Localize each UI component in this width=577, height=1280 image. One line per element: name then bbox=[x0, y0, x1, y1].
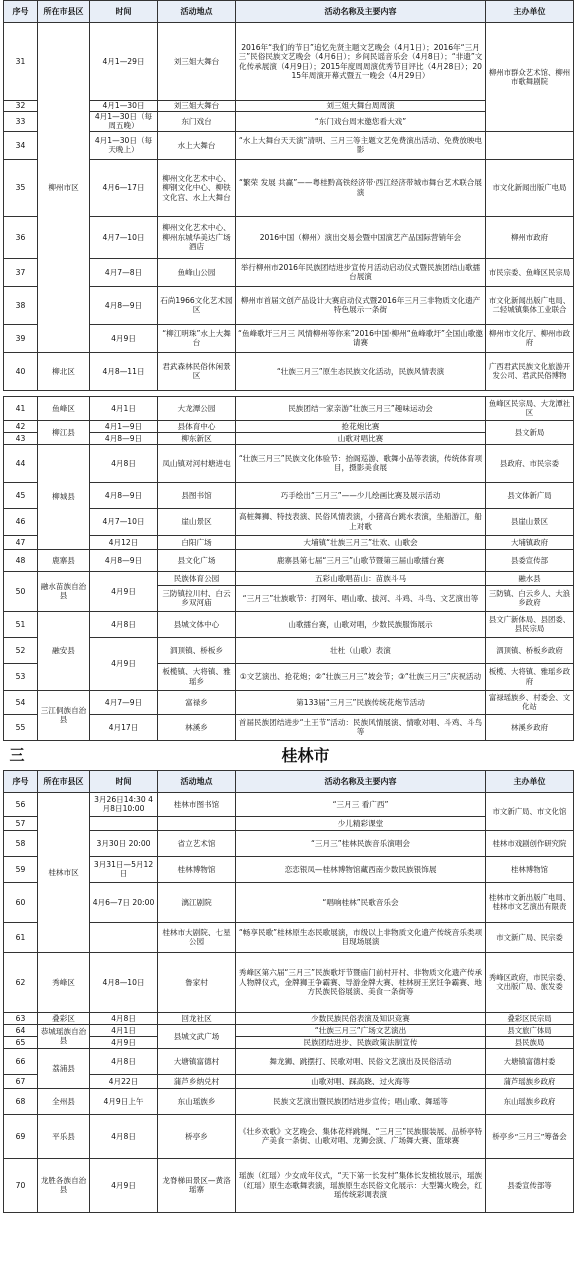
table-row: 70 龙胜各族自治县 4月9日 龙脊梯田景区—黄洛瑶寨 瑶族（红瑶）少女成年仪式，“天下第一长发村”集体长发梳妆展示，瑶族（红瑶）原生态歌舞表演，瑶族原生态民俗文化展示：大型篝火晚会，红瑶传统彩调表演 县委宣传部等 bbox=[4, 1158, 574, 1212]
table-row: 38 4月8—9日 石尚1966文化艺术园区 柳州市首届文创产品设计大赛启动仪式暨2016年三月三非物质文化遗产特色展示一条街 市文化新闻出版广电局、二轻城镇集体工业联合 bbox=[4, 286, 574, 324]
table-row: 46 4月7—10日 崖山景区 高桩舞狮、特技表演、民俗风情表演，小猪高台跳水表演，坐船游江，船上对歌 县崖山景区 bbox=[4, 508, 574, 535]
liuzhou-rows bbox=[4, 23, 574, 741]
table-row: 60 4月6—7日 20:00 漓江剧院 “唱响桂林”民歌音乐会 桂林市文新出版广电局、桂林市文艺演出有限责 bbox=[4, 882, 574, 922]
table-row: 40 柳北区 4月8—11日 君武森林民俗休闲景区 “壮族三月三”原生态民族文化活动，民族风情表演 广西君武民族文化旅游开发公司、君武民俗博物 bbox=[4, 352, 574, 390]
table-row: 65 4月9日 民族团结进步、民族政策法制宣传 县民族局 bbox=[4, 1036, 574, 1048]
city-cell: 柳州市区 bbox=[38, 23, 90, 353]
section-title: 桂林市 bbox=[38, 740, 574, 770]
table-row: 31 柳州市区 4月1—29日 刘三姐大舞台 2016年“我们的节日”追忆先贤主题文艺晚会（4月1日）；2016年“三月三”民俗民族文艺晚会（4月6日）；乡间民谣音乐会（4月8日）；“非遗”文化传承展演（4月9日）；2015年度周周演优秀节目评比（4月28日）；2015年周演开幕式暨五一晚会（4月29日） 柳州市群众艺术馆、柳州市歌舞剧院 bbox=[4, 23, 574, 101]
table-row: 33 4月1—30日（每周五晚） 东门戏台 “东门戏台周末邀您看大戏” bbox=[4, 112, 574, 132]
col-header-index: 序号 bbox=[4, 1, 38, 23]
table-row: 59 3月31日—5月12日 桂林博物馆 恋恋银凤—桂林博物馆藏西南少数民族银饰展 桂林博物馆 bbox=[4, 856, 574, 882]
table-row: 50 融水苗族自治县 4月9日 民族体育公园 五彩山歌唱苗山：苗族斗马 融水县 bbox=[4, 571, 574, 585]
table-row: 63 叠彩区 4月8日 回龙社区 少数民族民俗表演及知识竞赛 叠彩区民宗局 bbox=[4, 1012, 574, 1024]
table-row: 62 秀峰区 4月8—10日 鲁家村 秀峰区第六届“三月三”民族歌圩节暨庙门前村开村、非物质文化遗产传承人物牌仪式，金牌狮王争霸赛、导游金牌大赛、桂林厨王烹饪争霸赛、地方民族民俗展演、美食一条街等 秀峰区政府，市民宗委、文出版广局、旅发委 bbox=[4, 952, 574, 1012]
table-row: 44 柳城县 4月8日 凤山镇对河村塘进屯 “壮族三月三”民族文化体验节：抬阁巡游、歌舞小品等表演，传统体育项目，摄影美食展 县政府、市民宗委 bbox=[4, 444, 574, 482]
table-row: 47 4月12日 白阳广场 大埔镇“壮族三月三”壮欢、山歌会 大埔镇政府 bbox=[4, 535, 574, 549]
table-row: 39 4月9日 “柳江明珠”水上大舞台 “鱼峰歌圩三月三 风情柳州等你来”2016中国·柳州“鱼峰歌圩”全国山歌邀请赛 柳州市文化厅、柳州市政府 bbox=[4, 324, 574, 352]
section-heading bbox=[4, 740, 574, 770]
table-row: 54 三江侗族自治县 4月7—9日 富禄乡 第133届“三月三”民族传统花炮节活动 富禄瑶族乡、村委会、文化站 bbox=[4, 690, 574, 714]
activities-table bbox=[3, 0, 574, 1213]
col-header-venue: 活动地点 bbox=[158, 1, 236, 23]
table-row: 42 柳江县 4月1—9日 县体育中心 抢花炮比赛 县文新局 bbox=[4, 420, 574, 432]
table-row: 66 荔浦县 4月8日 大塘镇富德村 舞龙狮、跳摆打、民歌对唱、民俗文艺演出及民俗活动 大塘镇富德村委 bbox=[4, 1048, 574, 1074]
table-row: 三防镇拉川村、白云乡双河庙 “三月三”壮族歌节：打网年、唱山歌、拔河、斗鸡、斗鸟、文艺演出等 三防镇、白云乡人、大浪乡政府 bbox=[4, 585, 574, 611]
guilin-section: 三 桂林市 序号 所在市县区 时间 活动地点 活动名称及主要内容 主办单位 56 桂林市区 3月26日14:30 4月8日10:00 桂林市图书馆 “三月三 看广西” 市文新广局、市文化馆 57 少儿精彩课堂 58 3月30日 20:00 省立艺术馆 “三月三”桂林民族音乐演唱会 桂林市戏剧创作研究院 59 3月31日—5月12日 桂林博物馆 恋恋银凤—桂林博物馆藏西南少数民族银饰展 桂林博物馆 60 4月6—7日 20:00 漓江剧院 “唱响桂林”民歌音乐会 桂林市文新出版广电局、桂林市文艺演出有限责 61 桂林市大剧院、七星公园 “畅享民歌”桂林原生态民歌展演，市级以上非物质文化遗产传统音乐类项目现场展演 市文新广局、民宗委 62 秀峰区 4月8—10日 鲁家村 秀峰区第六届“三月三”民族歌圩节暨庙门前村开村、非物质文化遗产传承人物牌仪式，金牌狮王争霸赛、导游金牌大赛、桂林厨王烹饪争霸赛、地方民族民俗展演、美食一条街等 秀峰区政府，市民宗委、文出版广局、旅发委 63 叠彩区 4月8日 回龙社区 少数民族民俗表演及知识竞赛 叠彩区民宗局 64 恭城瑶族自治县 4月1日 县城文武广场 “壮族三月三”广场文艺演出 县文旅广体局 65 4月9日 民族团结进步、民族政策法制宣传 县民族局 66 荔浦县 4月8日 大塘镇富德村 舞龙狮、跳摆打、民歌对唱、民俗文艺演出及民俗活动 大塘镇富德村委 67 4月22日 蒲芦乡纳兑村 山歌对唱、踩高跷、过火海等 蒲芦瑶族乡政府 68 全州县 4月9日上午 东山瑶族乡 民族文艺演出暨民族团结进步宣传；唱山歌、舞瑶等 东山瑶族乡政府 69 平乐县 4月8日 桥亭乡 《壮乡欢歌》文艺晚会、集体花样跳绳、“三月三”民族服装展、品桥亭特产美食一条街、山歌对唱、龙狮会演、广场舞大赛、篮球赛 桥亭乡“三月三”筹备会 70 龙胜各族自治县 4月9日 龙脊梯田景区—黄洛瑶寨 瑶族（红瑶）少女成年仪式，“天下第一长发村”集体长发梳妆展示，瑶族（红瑶）原生态歌舞表演，瑶族原生态民俗文化展示：大型篝火晚会，红瑶传统彩调表演 县委宣传部等 bbox=[4, 740, 574, 1212]
section-number: 三 bbox=[4, 740, 38, 770]
col-header-city: 所在市县区 bbox=[38, 1, 90, 23]
table-row: 35 4月6—17日 柳州文化艺术中心、柳钢文化中心、柳铁文化宫、水上大舞台 “繁荣 发展 共赢”——粤桂黔高铁经济带·西江经济带城市舞台艺术联合展演 市文化新闻出版广电局 bbox=[4, 159, 574, 216]
table-row: 57 少儿精彩课堂 bbox=[4, 816, 574, 830]
table-row: 32 4月1—30日 刘三姐大舞台 刘三姐大舞台周周演 bbox=[4, 101, 574, 112]
table-row: 69 平乐县 4月8日 桥亭乡 《壮乡欢歌》文艺晚会、集体花样跳绳、“三月三”民族服装展、品桥亭特产美食一条街、山歌对唱、龙狮会演、广场舞大赛、篮球赛 桥亭乡“三月三”筹备会 bbox=[4, 1114, 574, 1158]
table-row: 51 融安县 4月8日 县城文体中心 山歌擂台赛，山歌对唱，少数民族服饰展示 县文广新体局、县团委、县民宗局 bbox=[4, 611, 574, 637]
table-row: 61 桂林市大剧院、七星公园 “畅享民歌”桂林原生态民歌展演，市级以上非物质文化遗产传统音乐类项目现场展演 市文新广局、民宗委 bbox=[4, 922, 574, 952]
table-row: 48 鹿寨县 4月8—9日 县文化广场 鹿寨县第七届“三月三”山歌节暨第三届山歌擂台赛 县委宣传部 bbox=[4, 549, 574, 571]
table-header bbox=[4, 1, 574, 23]
table-row: 58 3月30日 20:00 省立艺术馆 “三月三”桂林民族音乐演唱会 桂林市戏剧创作研究院 bbox=[4, 830, 574, 856]
table-row: 53 板榄镇、大将镇、雅瑶乡 ①文艺演出、抢花炮；②“壮族三月三”坡会节；③“壮族三月三”庆祝活动 板榄、大将镇、雅瑶乡政府 bbox=[4, 663, 574, 690]
table-row: 56 桂林市区 3月26日14:30 4月8日10:00 桂林市图书馆 “三月三 看广西” 市文新广局、市文化馆 bbox=[4, 792, 574, 816]
table-row: 67 4月22日 蒲芦乡纳兑村 山歌对唱、踩高跷、过火海等 蒲芦瑶族乡政府 bbox=[4, 1074, 574, 1088]
table-row: 45 4月8—9日 县图书馆 巧手绘出“三月三”——少儿绘画比赛及展示活动 县文体新广局 bbox=[4, 482, 574, 508]
col-header-time: 时间 bbox=[90, 1, 158, 23]
table-row: 52 4月9日 泗顶镇、桥板乡 壮杜（山歌）表演 泗顶镇、桥板乡政府 bbox=[4, 637, 574, 663]
table-row: 68 全州县 4月9日上午 东山瑶族乡 民族文艺演出暨民族团结进步宣传；唱山歌、舞瑶等 东山瑶族乡政府 bbox=[4, 1088, 574, 1114]
col-header-organizer: 主办单位 bbox=[486, 1, 574, 23]
table-row: 36 4月7—10日 柳州文化艺术中心、柳州东城华美达广场酒店 2016中国（柳州）演出交易会暨中国演艺产品国际营销年会 柳州市政府 bbox=[4, 216, 574, 258]
table-row: 37 4月7—8日 鱼峰山公园 举行柳州市2016年民族团结进步宣传月活动启动仪式暨民族团结山歌擂台展演 市民宗委、鱼峰区民宗局 bbox=[4, 258, 574, 286]
table-row: 43 4月8—9日 柳东新区 山歌对唱比赛 bbox=[4, 432, 574, 444]
col-header-activity: 活动名称及主要内容 bbox=[236, 1, 486, 23]
table-row: 34 4月1—30日（每天晚上） 水上大舞台 “水上大舞台天天演”清明、三月三等主题文艺免费演出活动、免费放映电影 bbox=[4, 131, 574, 159]
table-row: 55 4月17日 林溪乡 首届民族团结进步“土王节”活动：民族风情展演、情歌对唱、斗鸡、斗鸟等 林溪乡政府 bbox=[4, 714, 574, 740]
table-row: 41 鱼峰区 4月1日 大龙潭公园 民族团结一家亲游“壮族三月三”趣味运动会 鱼峰区民宗局、大龙潭社区 bbox=[4, 396, 574, 420]
table-row: 64 恭城瑶族自治县 4月1日 县城文武广场 “壮族三月三”广场文艺演出 县文旅广体局 bbox=[4, 1024, 574, 1036]
